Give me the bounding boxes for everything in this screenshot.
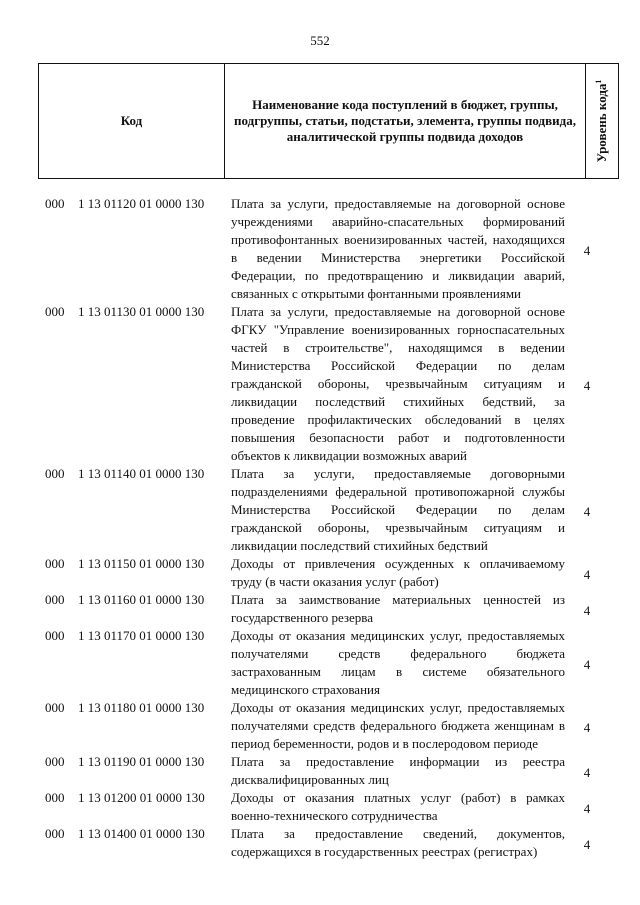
table-row (38, 825, 603, 861)
income-name: Плата за услуги, предоставляемые договорными подразделениями федеральной противопожарной службы Министерства Российской Федерации по делам гражданской обороны, чрезвычайным ситуациям и ликвидации последствий стихийных бедствий (231, 466, 565, 553)
code-level: 4 (583, 243, 591, 258)
admin-code: 000 (45, 790, 65, 805)
income-name: Плата за услуги, предоставляемые на договорной основе учреждениями аварийно-спасательных формирований противофонтанных военизированных частей, находящихся в ведении Министерства энергетики Российской Федерации, по предотвращению и ликвидации аварий, связанных с открытыми фонтанными проявлениями (231, 196, 565, 301)
admin-code: 000 (45, 700, 65, 715)
income-name: Плата за услуги, предоставляемые на договорной основе ФГКУ "Управление военизированных горноспасательных частей в строительстве", находящимся в ведении Министерства Российской Федерации по делам гражданской обороны, чрезвычайным ситуациям и ликвидации последствий стихийных бедствий, за проведение профилактических обследований в целях повышения безопасности работ и подготовленности объектов к ликвидации возможных аварий (231, 304, 565, 463)
table-row (38, 789, 603, 825)
income-name: Доходы от привлечения осужденных к оплачиваемому труду (в части оказания услуг (работ) (231, 556, 565, 589)
admin-code: 000 (45, 754, 65, 769)
admin-code: 000 (45, 826, 65, 841)
admin-code: 000 (45, 196, 65, 211)
income-name: Плата за предоставление сведений, документов, содержащихся в государственных реестрах (регистрах) (231, 826, 565, 859)
code-level: 4 (583, 720, 591, 735)
income-code: 1 13 01170 01 0000 130 (78, 628, 205, 643)
table-body (38, 195, 603, 861)
code-level: 4 (583, 504, 591, 519)
table-header (38, 63, 619, 179)
code-level: 4 (583, 567, 591, 582)
code-level: 4 (583, 378, 591, 393)
income-code: 1 13 01200 01 0000 130 (78, 790, 205, 805)
table-row (38, 195, 603, 303)
admin-code: 000 (45, 628, 65, 643)
code-level: 4 (583, 603, 591, 618)
code-level: 4 (583, 801, 591, 816)
code-level: 4 (583, 837, 591, 852)
income-name: Плата за предоставление информации из реестра дисквалифицированных лиц (231, 754, 565, 787)
header-level (594, 80, 610, 163)
header-name: Наименование кода поступлений в бюджет, группы, подгруппы, статьи, подстатьи, элемента, группы подвида, аналитической группы подвида доходов (225, 64, 586, 179)
header-level-label: Уровень кода (594, 83, 610, 163)
income-code: 1 13 01180 01 0000 130 (78, 700, 205, 715)
table-row (38, 753, 603, 789)
income-name: Доходы от оказания платных услуг (работ) в рамках военно-технического сотрудничества (231, 790, 565, 823)
table-row (38, 303, 603, 465)
table-row (38, 555, 603, 591)
table-row (38, 699, 603, 753)
header-code: Код (39, 64, 225, 179)
admin-code: 000 (45, 304, 65, 319)
header-level-footnote: 1 (593, 79, 603, 84)
income-name: Плата за заимствование материальных ценностей из государственного резерва (231, 592, 565, 625)
income-name: Доходы от оказания медицинских услуг, предоставляемых получателями средств федерального бюджета застрахованным лицам в системе обязательного медицинского страхования (231, 628, 565, 697)
page-number: 552 (310, 33, 330, 48)
admin-code: 000 (45, 556, 65, 571)
table-row (38, 465, 603, 555)
income-code: 1 13 01400 01 0000 130 (78, 826, 205, 841)
code-level: 4 (583, 657, 591, 672)
income-code: 1 13 01130 01 0000 130 (78, 304, 205, 319)
income-code: 1 13 01120 01 0000 130 (78, 196, 205, 211)
income-code: 1 13 01140 01 0000 130 (78, 466, 205, 481)
income-code: 1 13 01190 01 0000 130 (78, 754, 205, 769)
income-code: 1 13 01160 01 0000 130 (78, 592, 205, 607)
admin-code: 000 (45, 466, 65, 481)
income-code: 1 13 01150 01 0000 130 (78, 556, 205, 571)
income-name: Доходы от оказания медицинских услуг, предоставляемых получателями средств федерального бюджета женщинам в период беременности, родов и в послеродовом периоде (231, 700, 565, 751)
table-row (38, 591, 603, 627)
header-level-cell (586, 64, 619, 179)
code-level: 4 (583, 765, 591, 780)
table-row (38, 627, 603, 699)
admin-code: 000 (45, 592, 65, 607)
